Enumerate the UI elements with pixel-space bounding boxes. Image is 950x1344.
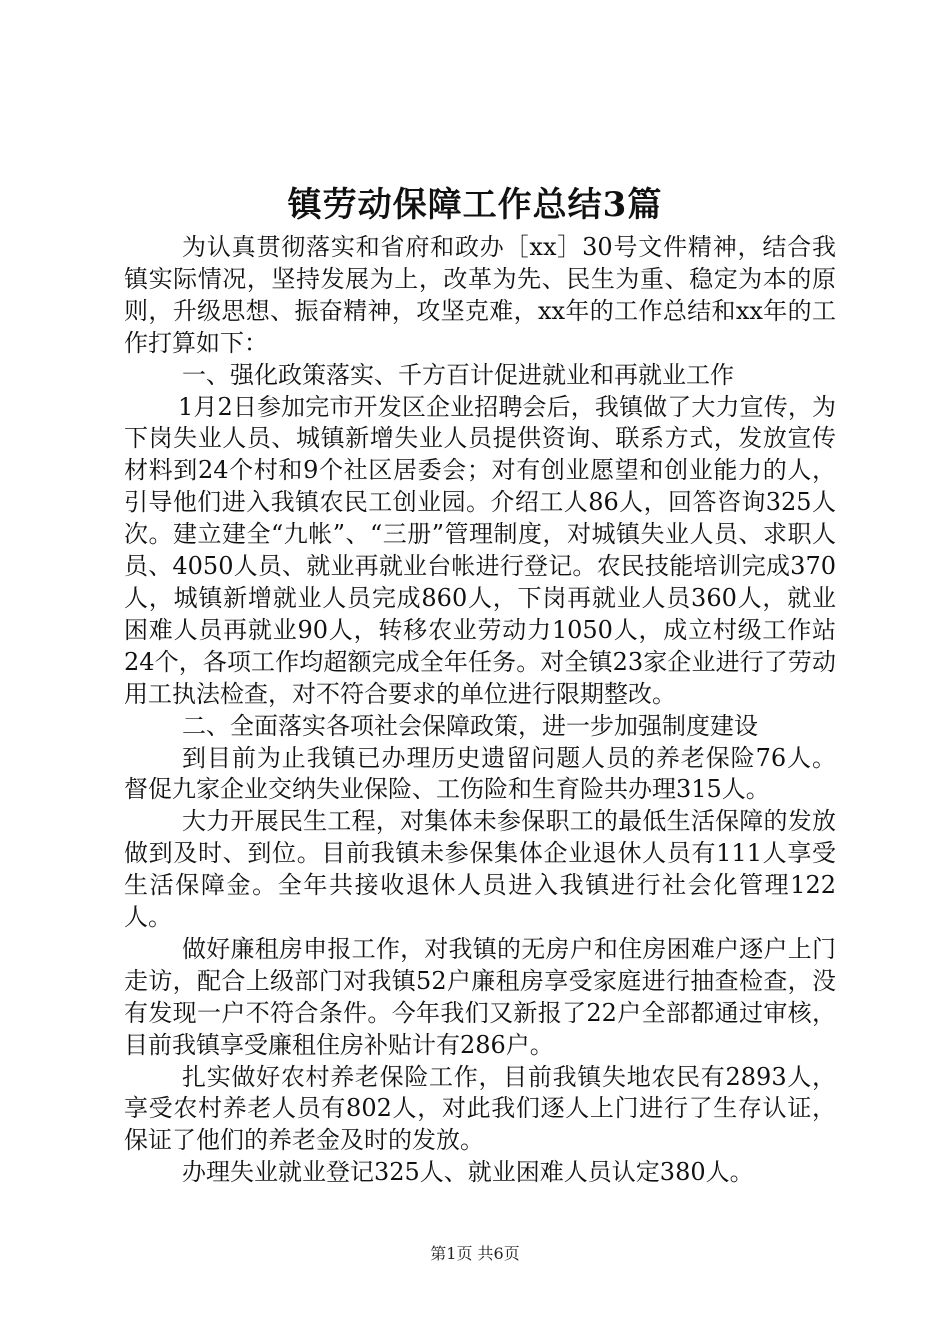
paragraph-housing: 做好廉租房申报工作，对我镇的无房户和住房困难户逐户上门走访，配合上级部门对我镇52户廉租房享受家庭进行抽查检查，没有发现一户不符合条件。今年我们又新报了22户全部都通过审核，目前我镇享受廉租住房补贴计有286户。	[124, 934, 836, 1059]
paragraph-employment: 1月2日参加完市开发区企业招聘会后，我镇做了大力宣传，为下岗失业人员、城镇新增失业人员提供资询、联系方式，发放宣传材料到24个村和9个社区居委会；对有创业愿望和创业能力的人，引导他们进入我镇农民工创业园。介绍工人86人，回答咨询325人次。建立建全“九帐”、“三册”管理制度，对城镇失业人员、求职人员、4050人员、就业再就业台帐进行登记。农民技能培训完成370人，城镇新增就业人员完成860人，下岗再就业人员360人，就业困难人员再就业90人，转移农业劳动力1050人，成立村级工作站24个，各项工作均超额完成全年任务。对全镇23家企业进行了劳动用工执法检查，对不符合要求的单位进行限期整改。	[124, 392, 836, 708]
paragraph-livelihood: 大力开展民生工程，对集体未参保职工的最低生活保障的发放做到及时、到位。目前我镇未参保集体企业退休人员有111人享受生活保障金。全年共接收退休人员进入我镇进行社会化管理122人。	[124, 807, 836, 932]
paragraph-intro: 为认真贯彻落实和省府和政办［xx］30号文件精神，结合我镇实际情况，坚持发展为上，改革为先、民生为重、稳定为本的原则，升级思想、振奋精神，攻坚克难，xx年的工作总结和xx年的工作打算如下：	[124, 233, 836, 357]
paragraph-rural-pension: 扎实做好农村养老保险工作，目前我镇失地农民有2893人，享受农村养老人员有802人，对此我们逐人上门进行了生存认证，保证了他们的养老金及时的发放。	[124, 1062, 836, 1155]
document-title: 镇劳动保障工作总结3篇	[287, 185, 663, 225]
paragraph-pension: 到目前为止我镇已办理历史遗留问题人员的养老保险76人。督促九家企业交纳失业保险、工伤险和生育险共办理315人。	[124, 743, 836, 804]
section-heading-2: 二、全面落实各项社会保障政策，进一步加强制度建设	[182, 711, 758, 740]
document-body	[124, 232, 836, 1189]
page-number-footer: 第1页 共6页	[430, 1244, 520, 1263]
paragraph-registration: 办理失业就业登记325人、就业困难人员认定380人。	[182, 1158, 754, 1187]
section-heading-1: 一、强化政策落实、千方百计促进就业和再就业工作	[182, 360, 734, 389]
